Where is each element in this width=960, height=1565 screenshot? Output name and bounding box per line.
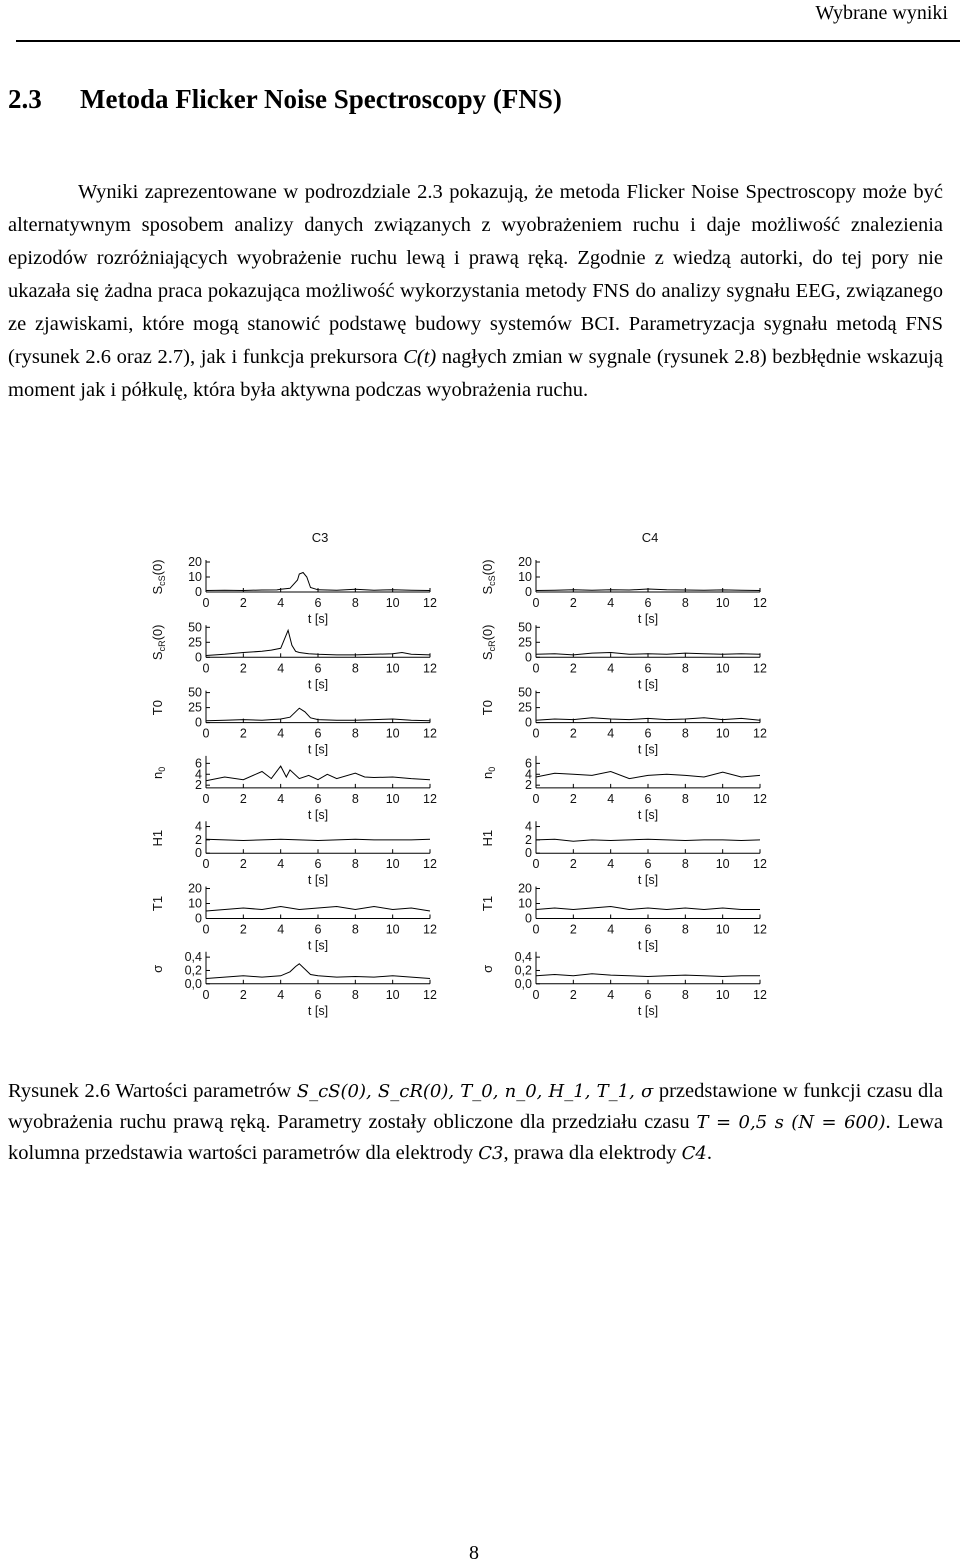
y-tick-label: 0 — [525, 715, 532, 730]
x-tick-label: 6 — [314, 857, 322, 872]
x-tick-label: 8 — [681, 661, 689, 676]
x-tick-label: 0 — [532, 596, 540, 610]
caption-math-params: S_cS(0), S_cR(0), T_0, n_0, H_1, T_1, σ — [296, 1081, 654, 1102]
x-tick-label: 2 — [239, 791, 247, 806]
y-tick-label: 2 — [525, 778, 532, 793]
x-tick-label: 12 — [753, 661, 767, 676]
x-tick-label: 2 — [239, 596, 247, 610]
caption-text-4: , prawa dla elektrody — [503, 1142, 682, 1164]
x-axis-label: t [s] — [307, 677, 329, 692]
y-axis-label: T0 — [480, 700, 495, 716]
x-tick-label: 4 — [277, 596, 285, 610]
y-tick-label: 0 — [195, 911, 202, 926]
paragraph-text-1: Wyniki zaprezentowane w podrozdziale 2.3 pokazują, że metoda Flicker Noise Spectroscopy może być alternatywnym sposobem analizy danych związanych z wyobrażeniem ruchu i daje możliwość znalezienia epizodów rozróżniających wyobrażenie ruchu lewą i prawą ręką. Zgodnie z wiedzą autorki, do tej pory nie ukazała się żadna praca pokazująca możliwość wykorzystania metody FNS do analizy sygnału EEG, związanego ze zjawiskami, które mogą stanowić podstawę budowy systemów BCI. Parametryzacja sygnału metodą FNS (rysunek 2.6 oraz 2.7), jak i funkcja prekursora — [8, 181, 943, 368]
x-tick-label: 12 — [423, 857, 437, 872]
x-tick-label: 12 — [423, 661, 437, 676]
x-tick-label: 2 — [239, 726, 247, 741]
x-tick-label: 8 — [351, 596, 359, 610]
x-tick-label: 2 — [569, 922, 577, 937]
series-line — [206, 907, 430, 912]
y-axis-label: H1 — [150, 829, 165, 847]
caption-math-c4: C4 — [681, 1143, 707, 1164]
x-tick-label: 8 — [351, 726, 359, 741]
x-tick-label: 12 — [753, 922, 767, 937]
figure-svg — [118, 500, 828, 1048]
x-tick-label: 2 — [239, 987, 247, 1002]
y-axis-label: T1 — [150, 895, 165, 912]
x-axis-label: t [s] — [637, 938, 659, 953]
series-line — [206, 573, 430, 591]
x-tick-label: 10 — [715, 596, 730, 610]
x-tick-label: 2 — [239, 661, 247, 676]
series-line — [206, 630, 430, 655]
y-tick-label: 0,0 — [514, 976, 532, 991]
y-tick-label: 6 — [195, 756, 202, 771]
y-axis-label: $n_0$ — [150, 766, 167, 780]
x-axis-label: t [s] — [307, 873, 329, 888]
y-tick-label: 50 — [188, 685, 202, 700]
x-tick-label: 0 — [532, 726, 540, 741]
x-tick-label: 8 — [681, 791, 689, 806]
y-axis-label: σ — [480, 964, 495, 973]
y-tick-label: 0,2 — [514, 963, 532, 978]
series-line — [536, 974, 760, 977]
panel-c3-4 — [195, 820, 437, 888]
y-axis-label: $S_{cS}(0)$ — [150, 559, 167, 595]
y-axis-label: T1 — [480, 895, 495, 912]
running-header: Wybrane wyniki — [815, 2, 948, 24]
y-tick-label: 20 — [188, 555, 202, 569]
y-tick-label: 25 — [518, 635, 532, 650]
y-tick-label: 0,2 — [184, 963, 202, 978]
y-tick-label: 20 — [518, 555, 532, 569]
panel-c3-1 — [188, 620, 437, 691]
x-tick-label: 6 — [644, 661, 652, 676]
y-axis-label: $S_{cR}(0)$ — [480, 624, 497, 661]
x-tick-label: 2 — [569, 857, 577, 872]
x-tick-label: 8 — [681, 596, 689, 610]
x-axis-label: t [s] — [637, 612, 659, 626]
panel-c4-2 — [518, 686, 767, 757]
y-tick-label: 25 — [518, 700, 532, 715]
y-tick-label: 0,0 — [184, 976, 202, 991]
series-line — [536, 772, 760, 779]
x-tick-label: 2 — [239, 922, 247, 937]
math-ct: C(t) — [403, 346, 437, 368]
y-tick-label: 0 — [195, 585, 202, 599]
x-tick-label: 4 — [607, 596, 615, 610]
x-tick-label: 12 — [423, 726, 437, 741]
x-axis-label: t [s] — [307, 938, 329, 953]
x-tick-label: 12 — [753, 726, 767, 741]
y-tick-label: 0,4 — [514, 950, 532, 965]
y-tick-label: 20 — [188, 881, 202, 896]
series-line — [206, 766, 430, 781]
x-tick-label: 6 — [314, 661, 322, 676]
column-title-c4: C4 — [641, 530, 659, 545]
x-tick-label: 10 — [385, 857, 400, 872]
x-tick-label: 4 — [607, 661, 615, 676]
x-tick-label: 10 — [385, 661, 400, 676]
panel-c4-4 — [525, 820, 767, 888]
y-tick-label: 4 — [525, 767, 532, 782]
panel-c4-1 — [518, 620, 767, 691]
x-axis-label: t [s] — [637, 1003, 659, 1018]
panel-c3-0 — [188, 555, 437, 626]
x-tick-label: 2 — [569, 987, 577, 1002]
series-line — [206, 839, 430, 840]
y-axis-label: $n_0$ — [480, 766, 497, 780]
paragraph-text-2: nagłych zmian w sygnale (rysunek 2.8) bezbłędnie wskazują moment jak i półkulę, która była aktywna podczas wyobrażenia ruchu. — [8, 346, 944, 401]
y-axis-label: H1 — [480, 829, 495, 847]
x-tick-label: 6 — [314, 922, 322, 937]
x-tick-label: 4 — [607, 987, 615, 1002]
caption-text-2: przedstawione w funkcji czasu dla wyobrażenia ruchu prawą ręką. Parametry zostały obliczone dla przedziału czasu — [8, 1080, 943, 1133]
y-axis-label: $S_{cR}(0)$ — [150, 624, 167, 661]
x-tick-label: 10 — [715, 726, 730, 741]
x-tick-label: 8 — [351, 987, 359, 1002]
x-tick-label: 0 — [202, 987, 210, 1002]
x-tick-label: 8 — [351, 661, 359, 676]
page-number: 8 — [469, 1542, 479, 1564]
x-tick-label: 0 — [202, 857, 210, 872]
x-tick-label: 12 — [423, 987, 437, 1002]
x-axis-label: t [s] — [307, 612, 329, 626]
y-tick-label: 4 — [195, 767, 202, 782]
y-tick-label: 0,4 — [184, 950, 202, 965]
caption-text-5: . — [706, 1142, 712, 1164]
panel-c4-3 — [525, 756, 767, 822]
x-tick-label: 4 — [277, 791, 285, 806]
x-tick-label: 12 — [423, 922, 437, 937]
y-tick-label: 50 — [188, 620, 202, 635]
x-tick-label: 12 — [753, 987, 767, 1002]
y-tick-label: 2 — [525, 832, 532, 847]
panel-c4-6 — [515, 950, 767, 1018]
x-tick-label: 0 — [202, 791, 210, 806]
x-tick-label: 10 — [385, 596, 400, 610]
x-tick-label: 12 — [423, 596, 437, 610]
y-tick-label: 50 — [518, 685, 532, 700]
x-tick-label: 10 — [385, 726, 400, 741]
caption-math-c3: C3 — [478, 1143, 504, 1164]
figure-caption — [8, 1076, 943, 1169]
panel-c4-0 — [518, 555, 767, 626]
x-tick-label: 6 — [314, 987, 322, 1002]
y-tick-label: 10 — [518, 570, 532, 584]
y-tick-label: 50 — [518, 620, 532, 635]
x-tick-label: 4 — [277, 987, 285, 1002]
x-tick-label: 10 — [715, 857, 730, 872]
body-paragraph — [8, 176, 943, 407]
y-tick-label: 10 — [188, 896, 202, 911]
y-tick-label: 4 — [525, 819, 532, 834]
x-tick-label: 0 — [532, 987, 540, 1002]
section-heading — [8, 84, 562, 115]
x-tick-label: 0 — [202, 922, 210, 937]
x-tick-label: 10 — [715, 661, 730, 676]
x-axis-label: t [s] — [637, 873, 659, 888]
y-tick-label: 10 — [188, 570, 202, 584]
y-tick-label: 0 — [525, 846, 532, 861]
x-tick-label: 4 — [277, 661, 285, 676]
x-tick-label: 4 — [607, 726, 615, 741]
panel-c4-5 — [518, 882, 767, 953]
x-tick-label: 8 — [351, 791, 359, 806]
y-tick-label: 0 — [195, 846, 202, 861]
y-tick-label: 25 — [188, 700, 202, 715]
x-tick-label: 0 — [532, 791, 540, 806]
column-title-c3: C3 — [311, 530, 329, 545]
caption-text-3: . Lewa kolumna przedstawia wartości parametrów dla elektrody — [8, 1111, 944, 1164]
x-tick-label: 10 — [715, 791, 730, 806]
y-tick-label: 25 — [188, 635, 202, 650]
panel-c3-5 — [188, 882, 437, 953]
x-axis-label: t [s] — [637, 742, 659, 757]
x-tick-label: 4 — [607, 922, 615, 937]
y-axis-label: $S_{cS}(0)$ — [480, 559, 497, 595]
x-tick-label: 6 — [644, 726, 652, 741]
x-tick-label: 6 — [644, 596, 652, 610]
y-tick-label: 0 — [525, 585, 532, 599]
x-tick-label: 0 — [532, 661, 540, 676]
x-tick-label: 2 — [569, 596, 577, 610]
x-tick-label: 8 — [681, 922, 689, 937]
x-tick-label: 6 — [314, 791, 322, 806]
x-tick-label: 10 — [385, 791, 400, 806]
x-tick-label: 10 — [715, 922, 730, 937]
x-axis-label: t [s] — [637, 677, 659, 692]
x-tick-label: 6 — [644, 922, 652, 937]
y-tick-label: 6 — [525, 756, 532, 771]
x-tick-label: 4 — [607, 791, 615, 806]
x-tick-label: 8 — [351, 922, 359, 937]
x-tick-label: 12 — [423, 791, 437, 806]
y-axis-label: T0 — [150, 700, 165, 716]
x-tick-label: 0 — [202, 661, 210, 676]
header-rule — [16, 40, 960, 42]
section-number: 2.3 — [8, 84, 42, 114]
y-tick-label: 2 — [195, 832, 202, 847]
x-tick-label: 8 — [681, 987, 689, 1002]
x-tick-label: 0 — [202, 596, 210, 610]
x-axis-label: t [s] — [307, 807, 329, 822]
y-tick-label: 2 — [195, 778, 202, 793]
x-tick-label: 4 — [277, 726, 285, 741]
caption-math-interval: T = 0,5 s (N = 600) — [696, 1112, 886, 1133]
x-tick-label: 6 — [314, 726, 322, 741]
x-tick-label: 6 — [644, 987, 652, 1002]
x-tick-label: 2 — [239, 857, 247, 872]
x-tick-label: 6 — [644, 857, 652, 872]
x-tick-label: 0 — [532, 922, 540, 937]
y-tick-label: 20 — [518, 881, 532, 896]
x-tick-label: 8 — [351, 857, 359, 872]
series-line — [536, 839, 760, 841]
x-tick-label: 6 — [314, 596, 322, 610]
section-title: Metoda Flicker Noise Spectroscopy (FNS) — [80, 84, 562, 114]
caption-label: Rysunek 2.6 — [8, 1080, 111, 1102]
x-tick-label: 6 — [644, 791, 652, 806]
x-tick-label: 4 — [277, 922, 285, 937]
y-tick-label: 4 — [195, 819, 202, 834]
x-tick-label: 4 — [607, 857, 615, 872]
x-tick-label: 8 — [681, 726, 689, 741]
y-tick-label: 0 — [195, 650, 202, 665]
x-axis-label: t [s] — [307, 742, 329, 757]
x-tick-label: 2 — [569, 726, 577, 741]
x-axis-label: t [s] — [307, 1003, 329, 1018]
y-tick-label: 10 — [518, 896, 532, 911]
x-axis-label: t [s] — [637, 807, 659, 822]
x-tick-label: 2 — [569, 791, 577, 806]
y-tick-label: 0 — [525, 650, 532, 665]
panel-c3-2 — [188, 686, 437, 757]
x-tick-label: 2 — [569, 661, 577, 676]
x-tick-label: 0 — [532, 857, 540, 872]
x-tick-label: 4 — [277, 857, 285, 872]
x-tick-label: 0 — [202, 726, 210, 741]
panel-c3-6 — [185, 950, 437, 1018]
x-tick-label: 12 — [753, 596, 767, 610]
x-tick-label: 10 — [385, 922, 400, 937]
x-tick-label: 10 — [715, 987, 730, 1002]
x-tick-label: 12 — [753, 857, 767, 872]
y-tick-label: 0 — [525, 911, 532, 926]
caption-text-1: Wartości parametrów — [110, 1080, 297, 1102]
series-line — [206, 964, 430, 979]
x-tick-label: 10 — [385, 987, 400, 1002]
y-tick-label: 0 — [195, 715, 202, 730]
figure-fns-parameters — [118, 500, 828, 1048]
y-axis-label: σ — [150, 964, 165, 973]
series-line — [536, 907, 760, 910]
panel-c3-3 — [195, 756, 437, 822]
x-tick-label: 12 — [753, 791, 767, 806]
x-tick-label: 8 — [681, 857, 689, 872]
